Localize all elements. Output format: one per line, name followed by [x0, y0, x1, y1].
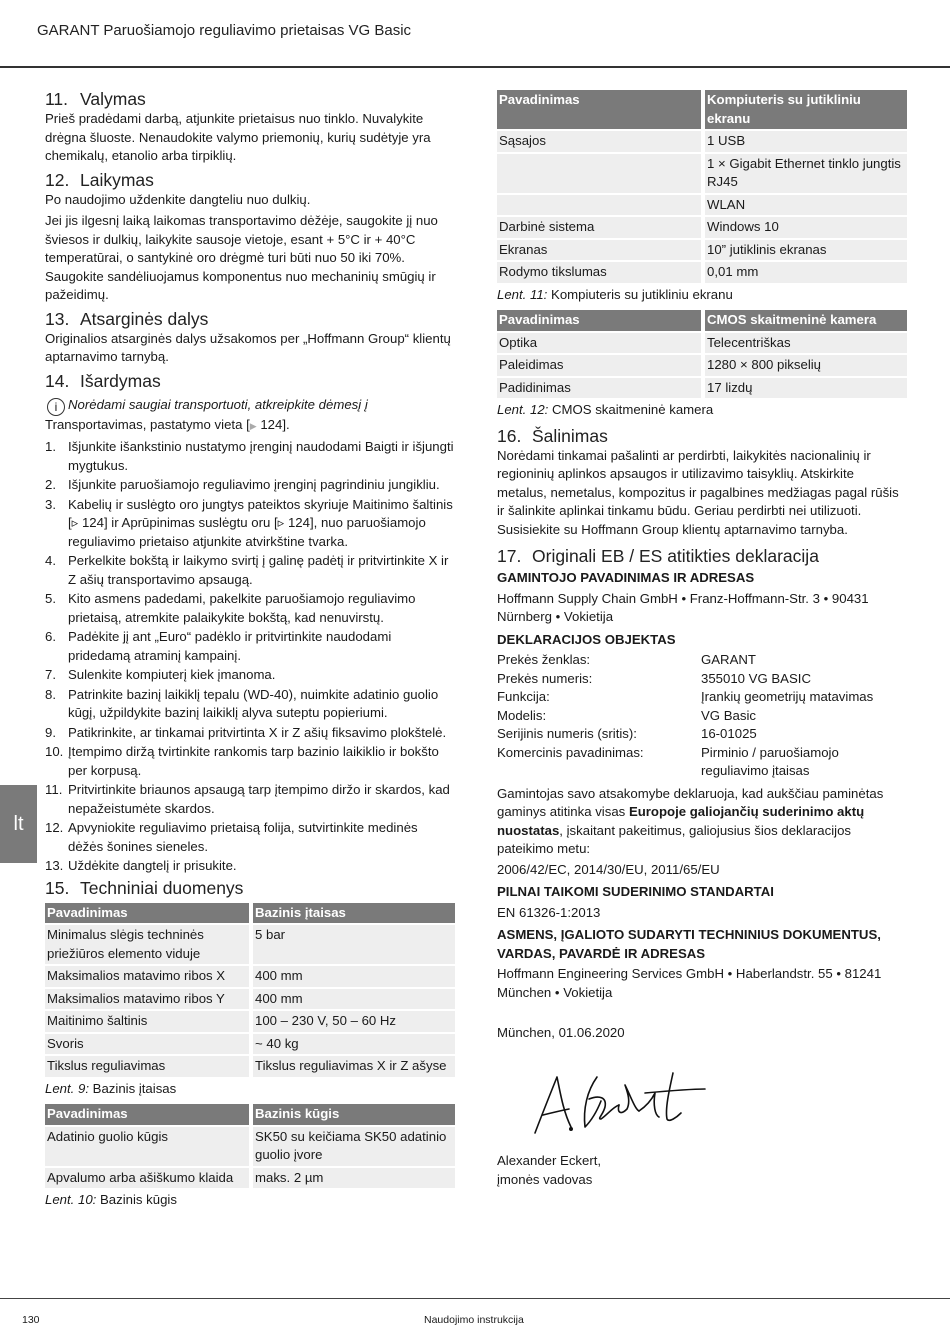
table-header-cell: Pavadinimas [45, 903, 249, 924]
table-cell: Adatinio guolio kūgis [45, 1127, 249, 1166]
table-cell: Svoris [45, 1034, 249, 1055]
table-cell: Optika [497, 333, 701, 354]
authorized-person-address: Hoffmann Engineering Services GmbH • Haberlandstr. 55 • 81241 München • Vokietija [497, 966, 882, 1000]
table-cell: Padidinimas [497, 378, 701, 399]
list-item [45, 743, 455, 780]
table-base-cone [45, 1102, 455, 1190]
list-item [45, 628, 455, 665]
table-cell: SK50 su keičiama SK50 adatinio guolio įvore [249, 1127, 455, 1166]
page-number: 130 [22, 1314, 40, 1326]
table-cell: WLAN [701, 195, 907, 216]
list-item-number: 11. [45, 782, 63, 797]
list-item-text: Kabelių ir suslėgto oro jungtys pateiktos skyriuje Maitinimo šaltinis [▹ 124] ir Aprūpinimas suslėgtu oru [▹ 124], nuo paruošiamojo reguliavimo prietaiso atjunkite atvirkštine tvarka. [68, 496, 453, 549]
manufacturer-address: Hoffmann Supply Chain GmbH • Franz-Hoffmann-Str. 3 • 90431 Nürnberg • Vokietija [497, 590, 869, 624]
declaration-object-row [497, 651, 907, 670]
table-cell: Paleidimas [497, 355, 701, 376]
header-rule [0, 66, 950, 68]
table-cell: 1280 × 800 pikselių [701, 355, 907, 376]
table-header-cell: Bazinis kūgis [249, 1104, 455, 1125]
declaration-object-row [497, 670, 907, 689]
standards: EN 61326-1:2013 [497, 904, 601, 920]
table-cell: Tikslus reguliavimas [45, 1056, 249, 1077]
list-item-text: Sulenkite kompiuterį kiek įmanoma. [68, 667, 276, 682]
table-cell: Maksimalios matavimo ribos Y [45, 989, 249, 1010]
declaration-object-key: Serijinis numeris (sritis): [497, 726, 637, 741]
table-row [497, 378, 907, 399]
section-16-text: Norėdami tinkamai pašalinti ar perdirbti, laikykitės nacionalinių ir regioninių aplinkos apsaugos ir utilizavimo taisyklių. Atskirkite metalus, nemetalus, kompozitus ir pagalbines medžiagas pagal rūšis ir šalinkite aplinkai tinkamu būdu. Geriau perdirbti nei utilizuoti. Susisiekite su Hoffmann Group klientų aptarnavimo tarnyba. [497, 447, 899, 537]
table-cell: Telecentriškas [701, 333, 907, 354]
table-row [497, 154, 907, 193]
table-row [45, 1168, 455, 1189]
declaration-object-heading: DEKLARACIJOS OBJEKTAS [497, 631, 676, 647]
list-item [45, 686, 455, 723]
declaration-object-list [497, 651, 907, 781]
language-tab: lt [0, 785, 37, 863]
right-column [497, 88, 907, 1189]
table-cell: Maitinimo šaltinis [45, 1011, 249, 1032]
table-cell: 400 mm [249, 989, 455, 1010]
declaration-object-key: Prekės numeris: [497, 670, 593, 686]
list-item [45, 590, 455, 627]
section-14-note: i Norėdami saugiai transportuoti, atkreipkite dėmesį į [45, 396, 455, 416]
declaration-object-key: Komercinis pavadinimas: [497, 744, 644, 760]
list-item-text: Išjunkite paruošiamojo reguliavimo įrenginį pagrindiniu jungikliu. [68, 477, 440, 492]
list-item [45, 666, 455, 685]
table-cell: 17 lizdų [701, 378, 907, 399]
table-row [497, 217, 907, 238]
signature-image [527, 1061, 707, 1141]
section-14-note-ref: Transportavimas, pastatymo vieta [▶ 124]. [45, 416, 290, 432]
table-cell: 100 – 230 V, 50 – 60 Hz [249, 1011, 455, 1032]
table-10-caption: Lent. 10: Bazinis kūgis [45, 1192, 177, 1207]
declaration-object-row [497, 744, 907, 781]
list-item-number: 2. [45, 477, 56, 492]
table-header-cell: Pavadinimas [497, 90, 701, 129]
declaration-object-row [497, 707, 907, 726]
section-12-heading: 12. Laikymas [45, 169, 154, 190]
signer-role: įmonės vadovas [497, 1171, 593, 1187]
table-row [497, 333, 907, 354]
section-11-text: Prieš pradėdami darbą, atjunkite prietaisus nuo tinklo. Nuvalykite drėgna šluoste. Nenaudokite valymo priemonių, kurių sudėtyje yra chemikalų, etanolio arba tirpiklių. [45, 111, 431, 163]
declaration-object-value: 355010 VG BASIC [701, 670, 811, 686]
table-cell: ~ 40 kg [249, 1034, 455, 1055]
list-item [45, 438, 455, 475]
left-column [45, 88, 455, 1214]
table-row [45, 925, 455, 964]
reference-arrow-icon: ▶ [249, 420, 257, 431]
section-17-heading: 17. Originali EB / ES atitikties deklaracija [497, 546, 819, 566]
table-cell: 1 USB [701, 131, 907, 152]
list-item-text: Išjunkite išankstinio nustatymo įrenginį naudodami Baigti ir išjungti mygtukus. [68, 439, 454, 473]
declaration-object-value: VG Basic [701, 707, 756, 723]
table-header-cell: CMOS skaitmeninė kamera [701, 310, 907, 331]
table-cell: Apvalumo arba ašiškumo klaida [45, 1168, 249, 1189]
list-item-number: 10. [45, 744, 64, 759]
table-11-caption: Lent. 11: Kompiuteris su jutikliniu ekranu [497, 286, 733, 302]
signer-name: Alexander Eckert, [497, 1153, 602, 1168]
table-cell: Maksimalios matavimo ribos X [45, 966, 249, 987]
authorized-person-heading: ASMENS, ĮGALIOTO SUDARYTI TECHNINIUS DOKUMENTUS, VARDAS, PAVARDĖ IR ADRESAS [497, 927, 881, 961]
table-cell: 0,01 mm [701, 262, 907, 283]
table-header-cell: Kompiuteris su jutikliniu ekranu [701, 90, 907, 129]
table-row [45, 966, 455, 987]
list-item [45, 819, 455, 856]
list-item-text: Patrinkite bazinį laikiklį tepalu (WD-40), nuimkite adatinio guolio kūgį, užpildykite bazinį laikiklį alyva suteptu popieriumi. [68, 686, 439, 720]
table-cell: 5 bar [249, 925, 455, 964]
list-item-text: Uždėkite dangtelį ir prisukite. [68, 858, 237, 873]
table-row [497, 355, 907, 376]
list-item [45, 857, 455, 876]
list-item-text: Apvyniokite reguliavimo prietaisą folija, sutvirtinkite medinės dėžės šonines sieneles. [68, 820, 418, 854]
section-12-text-1: Po naudojimo uždenkite dangteliu nuo dulkių. [45, 191, 311, 207]
list-item-number: 7. [45, 667, 56, 682]
list-item [45, 781, 455, 818]
table-cell [497, 195, 701, 216]
footer-title: Naudojimo instrukcija [424, 1314, 524, 1326]
list-item-number: 1. [45, 439, 56, 454]
list-item-text: Įtempimo diržą tvirtinkite rankomis tarp bazinio laikiklio ir bokšto per korpusą. [68, 744, 439, 778]
place-date: München, 01.06.2020 [497, 1025, 625, 1040]
list-item-number: 4. [45, 553, 56, 568]
declaration-object-row [497, 725, 907, 744]
declaration-object-key: Prekės ženklas: [497, 652, 591, 667]
section-11-heading: 11. Valymas [45, 89, 146, 109]
table-header-cell: Pavadinimas [45, 1104, 249, 1125]
table-base-device [45, 901, 455, 1079]
table-row [45, 1056, 455, 1077]
list-item [45, 476, 455, 495]
list-item [45, 552, 455, 589]
table-cell: Minimalus slėgis techninės priežiūros elemento viduje [45, 925, 249, 964]
table-row [497, 131, 907, 152]
list-item [45, 496, 455, 552]
section-13-text: Originalios atsarginės dalys užsakomos per „Hoffmann Group“ klientų aptarnavimo tarnybą. [45, 330, 451, 364]
table-row [497, 195, 907, 216]
section-13-heading: 13. Atsarginės dalys [45, 308, 209, 329]
list-item-number: 8. [45, 686, 56, 702]
declaration-object-value: GARANT [701, 652, 756, 667]
table-cell: Rodymo tikslumas [497, 262, 701, 283]
list-item-number: 3. [45, 496, 56, 512]
table-cell [497, 154, 701, 193]
table-cell: Tikslus reguliavimas X ir Z ašyse [249, 1056, 455, 1077]
section-15-heading: 15. Techniniai duomenys [45, 877, 244, 898]
list-item-text: Perkelkite bokštą ir laikymo svirtį į galinę padėtį ir pritvirtinkite X ir Z ašių transportavimo apsaugą. [68, 553, 449, 587]
footer-rule [0, 1298, 950, 1299]
list-item-text: Pritvirtinkite briaunos apsaugą tarp įtempimo diržo ir skardos, kad nepažeistumėte skardos. [68, 782, 450, 816]
table-cell: 10” jutiklinis ekranas [701, 240, 907, 261]
declaration-object-row [497, 688, 907, 707]
table-row [497, 262, 907, 283]
table-row [45, 1011, 455, 1032]
table-cell: maks. 2 µm [249, 1168, 455, 1189]
table-cell: 1 × Gigabit Ethernet tinklo jungtis RJ45 [701, 154, 907, 193]
declaration-text: Gamintojas savo atsakomybe deklaruoja, kad aukščiau paminėtas gaminys atitinka visas Europoje galiojančių suderinimo aktų nuostatas, įskaitant pakeitimus, galiojusius šios deklaracijos pateikimo metu: [497, 785, 884, 856]
section-16-heading: 16. Šalinimas [497, 425, 608, 446]
table-computer [497, 88, 907, 285]
list-item-number: 9. [45, 724, 56, 740]
table-12-caption: Lent. 12: CMOS skaitmeninė kamera [497, 402, 714, 417]
declaration-object-value: Įrankių geometrijų matavimas [701, 689, 874, 704]
info-icon: i [47, 398, 65, 416]
declaration-object-key: Modelis: [497, 707, 547, 723]
disassembly-steps-list [45, 438, 455, 876]
table-cell: 400 mm [249, 966, 455, 987]
document-header-title: GARANT Paruošiamojo reguliavimo prietaisas VG Basic [37, 22, 412, 39]
table-row [497, 240, 907, 261]
list-item [45, 724, 455, 743]
manufacturer-heading: GAMINTOJO PAVADINIMAS IR ADRESAS [497, 570, 755, 585]
section-12-text-2: Jei jis ilgesnį laiką laikomas transportavimo dėžėje, saugokite jį nuo šviesos ir dulkių, laikykite sausoje vietoje, esant + 5°C ir + 40°C temperatūrai, o santykinė oro drėgmė turi būti nuo 50 iki 70%. Saugokite sandėliuojamus komponentus nuo mechaninių smūgių ir pažeidimų. [45, 213, 438, 302]
table-cell: Windows 10 [701, 217, 907, 238]
declaration-object-key: Funkcija: [497, 689, 550, 704]
list-item-number: 6. [45, 629, 56, 644]
table-header-cell: Pavadinimas [497, 310, 701, 331]
table-row [45, 1034, 455, 1055]
table-cell: Sąsajos [497, 131, 701, 152]
page-reference-link[interactable]: 124]. [256, 416, 290, 432]
list-item-number: 12. [45, 820, 64, 835]
table-row [45, 989, 455, 1010]
table-cell: Darbinė sistema [497, 217, 701, 238]
table-header-cell: Bazinis įtaisas [249, 903, 455, 924]
section-14-heading: 14. Išardymas [45, 370, 161, 391]
table-9-caption: Lent. 9: Bazinis įtaisas [45, 1080, 177, 1096]
declaration-object-value: 16-01025 [701, 726, 757, 741]
list-item-number: 13. [45, 858, 64, 873]
directives: 2006/42/EC, 2014/30/EU, 2011/65/EU [497, 861, 720, 877]
list-item-text: Patikrinkite, ar tinkamai pritvirtinta X ir Z ašių fiksavimo plokštelė. [68, 724, 447, 740]
table-row [45, 1127, 455, 1166]
declaration-object-value: Pirminio / paruošiamojo reguliavimo įtaisas [701, 744, 839, 778]
list-item-number: 5. [45, 591, 56, 606]
list-item-text: Kito asmens padedami, pakelkite paruošiamojo reguliavimo prietaisą, atremkite palaikykite bokštą, kad nenuvirstų. [68, 591, 416, 625]
list-item-text: Padėkite jį ant „Euro“ padėklo ir pritvirtinkite naudodami pridedamą atraminį kampainį. [68, 629, 392, 663]
table-camera [497, 308, 907, 400]
standards-heading: PILNAI TAIKOMI SUDERINIMO STANDARTAI [497, 884, 774, 899]
table-cell: Ekranas [497, 240, 701, 261]
